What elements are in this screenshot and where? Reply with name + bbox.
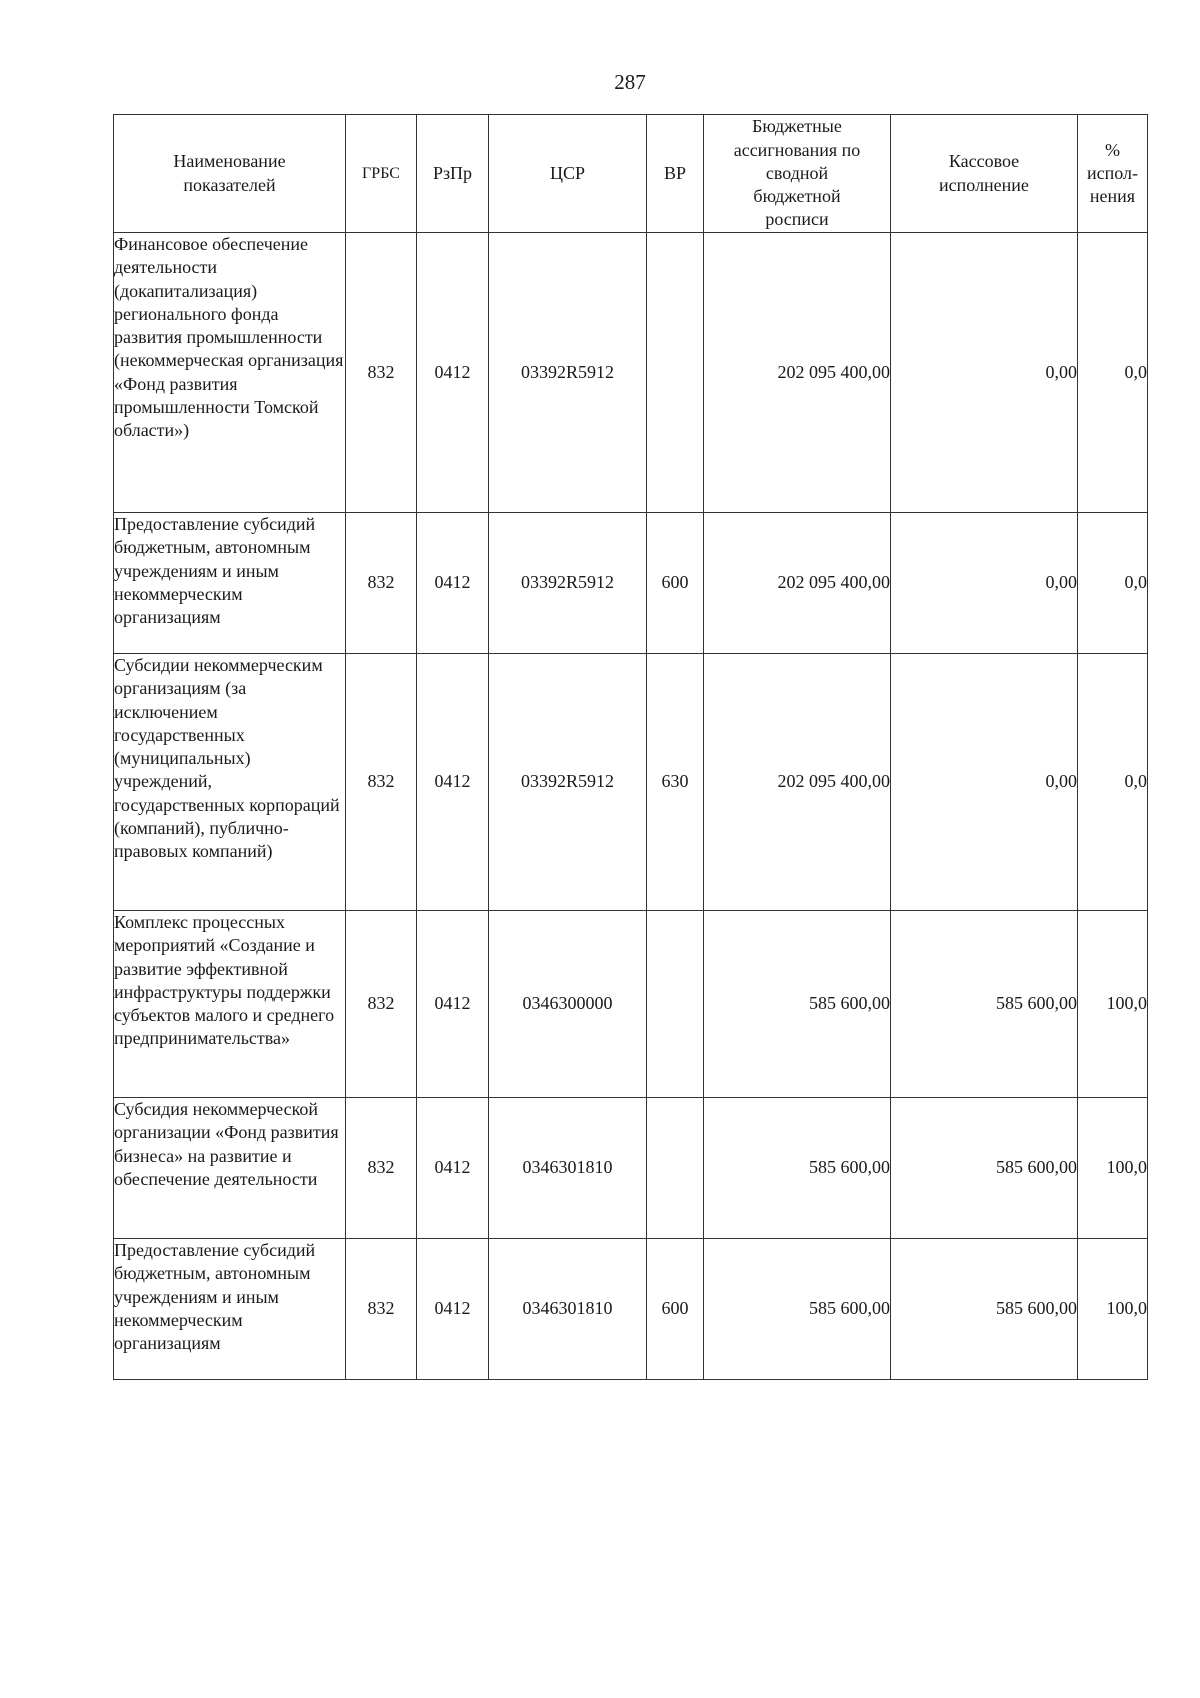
row-name: Предоставление субсидий бюджетным, автономным учреждениям и иным некоммерческим организациям xyxy=(114,1239,346,1380)
row-cash: 585 600,00 xyxy=(891,911,1078,1098)
page-number: 287 xyxy=(614,70,646,94)
row-vr xyxy=(647,911,704,1098)
row-cash: 585 600,00 xyxy=(891,1239,1078,1380)
row-percent: 0,0 xyxy=(1078,513,1148,654)
row-csr: 0346301810 xyxy=(489,1098,647,1239)
row-grbs: 832 xyxy=(346,1098,417,1239)
row-percent: 100,0 xyxy=(1078,1098,1148,1239)
row-csr: 0346301810 xyxy=(489,1239,647,1380)
table-row xyxy=(114,1239,1148,1380)
row-cash: 585 600,00 xyxy=(891,1098,1078,1239)
row-cash: 0,00 xyxy=(891,654,1078,911)
row-rzpr: 0412 xyxy=(417,911,489,1098)
row-grbs: 832 xyxy=(346,513,417,654)
row-grbs: 832 xyxy=(346,1239,417,1380)
row-rzpr: 0412 xyxy=(417,233,489,513)
table-row xyxy=(114,654,1148,911)
row-name: Финансовое обеспечение деятельности (докапитализация) регионального фонда развития промышленности (некоммерческая организация «Фонд развития промышленности Томской области») xyxy=(114,233,346,513)
row-name: Субсидия некоммерческой организации «Фонд развития бизнеса» на развитие и обеспечение деятельности xyxy=(114,1098,346,1239)
row-csr: 03392R5912 xyxy=(489,513,647,654)
row-csr: 0346300000 xyxy=(489,911,647,1098)
row-percent: 0,0 xyxy=(1078,233,1148,513)
row-name: Предоставление субсидий бюджетным, автономным учреждениям и иным некоммерческим организациям xyxy=(114,513,346,654)
header-vr: ВР xyxy=(647,115,704,233)
row-vr: 600 xyxy=(647,513,704,654)
row-rzpr: 0412 xyxy=(417,1098,489,1239)
row-assignments: 202 095 400,00 xyxy=(704,233,891,513)
row-grbs: 832 xyxy=(346,654,417,911)
row-percent: 100,0 xyxy=(1078,1239,1148,1380)
table-row xyxy=(114,1098,1148,1239)
table-row xyxy=(114,233,1148,513)
budget-table xyxy=(113,114,1148,1380)
row-grbs: 832 xyxy=(346,233,417,513)
row-csr: 03392R5912 xyxy=(489,654,647,911)
row-vr xyxy=(647,233,704,513)
header-row xyxy=(114,115,1148,233)
row-rzpr: 0412 xyxy=(417,1239,489,1380)
row-vr: 600 xyxy=(647,1239,704,1380)
header-csr: ЦСР xyxy=(489,115,647,233)
row-rzpr: 0412 xyxy=(417,513,489,654)
row-assignments: 585 600,00 xyxy=(704,1239,891,1380)
header-assignments: Бюджетные ассигнования по сводной бюджетной росписи xyxy=(704,115,891,233)
header-percent: % испол-нения xyxy=(1078,115,1148,233)
row-vr: 630 xyxy=(647,654,704,911)
row-name: Комплекс процессных мероприятий «Создание и развитие эффективной инфраструктуры поддержки субъектов малого и среднего предпринимательства» xyxy=(114,911,346,1098)
row-csr: 03392R5912 xyxy=(489,233,647,513)
header-rzpr: РзПр xyxy=(417,115,489,233)
row-assignments: 585 600,00 xyxy=(704,911,891,1098)
row-percent: 0,0 xyxy=(1078,654,1148,911)
row-name: Субсидии некоммерческим организациям (за исключением государственных (муниципальных) учреждений, государственных корпораций (компаний), публично-правовых компаний) xyxy=(114,654,346,911)
row-percent: 100,0 xyxy=(1078,911,1148,1098)
row-rzpr: 0412 xyxy=(417,654,489,911)
header-cash: Кассовое исполнение xyxy=(891,115,1078,233)
header-grbs: ГРБС xyxy=(346,115,417,233)
row-assignments: 202 095 400,00 xyxy=(704,513,891,654)
row-assignments: 202 095 400,00 xyxy=(704,654,891,911)
row-cash: 0,00 xyxy=(891,233,1078,513)
row-assignments: 585 600,00 xyxy=(704,1098,891,1239)
table-row xyxy=(114,911,1148,1098)
row-grbs: 832 xyxy=(346,911,417,1098)
row-vr xyxy=(647,1098,704,1239)
header-name: Наименование показателей xyxy=(114,115,346,233)
table-row xyxy=(114,513,1148,654)
row-cash: 0,00 xyxy=(891,513,1078,654)
